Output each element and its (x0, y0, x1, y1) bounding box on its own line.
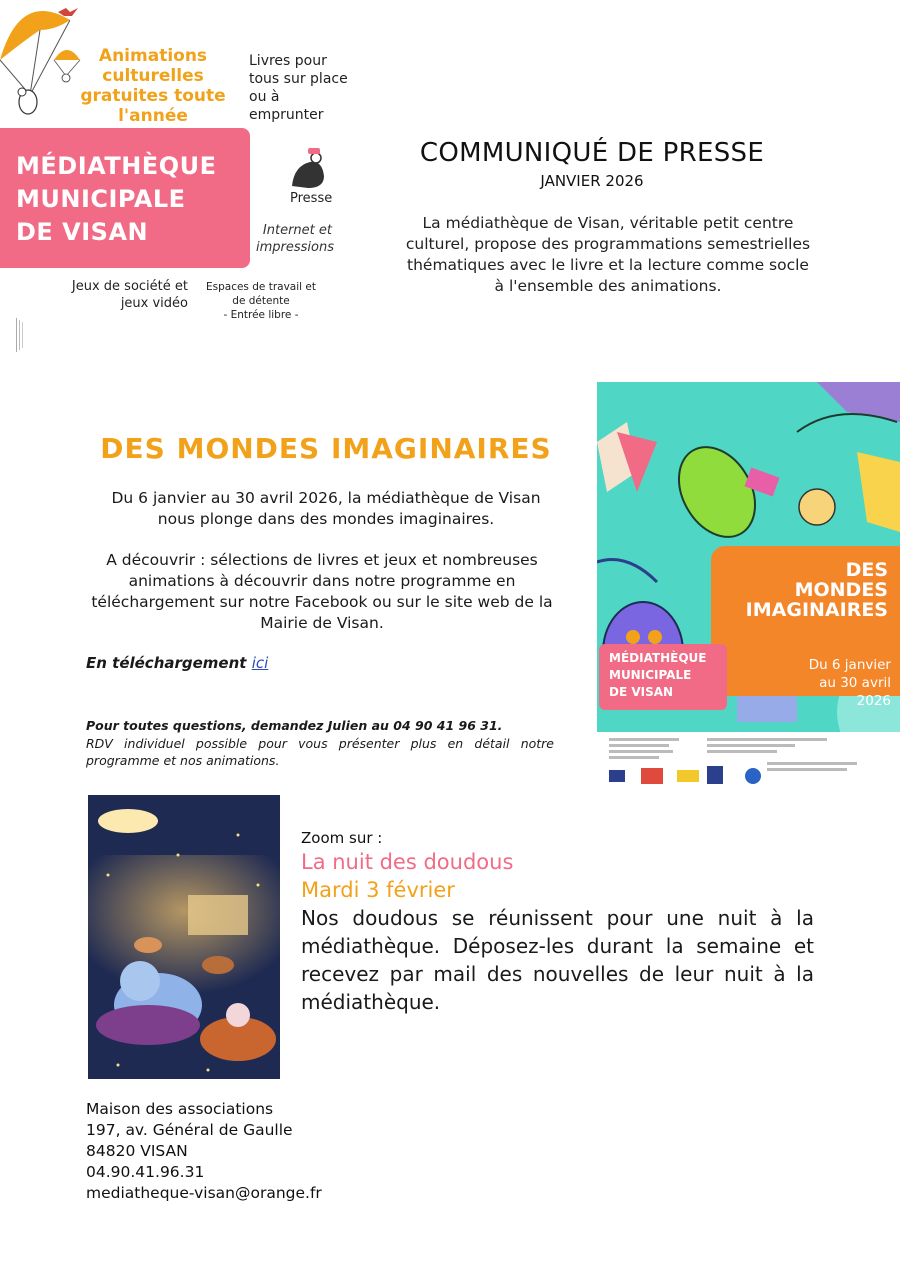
poster-date-line: au 30 avril (819, 675, 891, 691)
section-title: DES MONDES IMAGINAIRES (100, 432, 552, 465)
zoom-event-description: Nos doudous se réunissent pour une nuit à la médiathèque. Déposez-les durant la semaine et recevez par mail des nouvelles de leur nuit à la médiathèque. (301, 906, 814, 1014)
contact-block (86, 1099, 322, 1204)
poster-title-line: IMAGINAIRES (745, 599, 888, 621)
poster-date-line: 2026 (856, 693, 891, 709)
vertical-credit-mark (14, 318, 26, 352)
contact-email[interactable]: mediatheque-visan@orange.fr (86, 1184, 322, 1202)
program-poster (597, 382, 900, 797)
zoom-label: Zoom sur : (301, 829, 383, 847)
books-tagline: Livres pour tous sur place ou à emprunter (249, 53, 348, 123)
poster-name-line: MÉDIATHÈQUE (609, 651, 707, 665)
free-entry-text: - Entrée libre - (223, 309, 299, 321)
free-animations-tagline: Animations culturelles gratuites toute l'année (80, 46, 226, 126)
internet-label: Internet et impressions (256, 223, 334, 255)
poster-title-line: MONDES (794, 579, 888, 601)
poster-date-line: Du 6 janvier (808, 657, 891, 673)
contact-city: 84820 VISAN (86, 1142, 188, 1160)
press-release-intro: La médiathèque de Visan, véritable petit centre culturel, propose des programmations semestrielles thématiques avec le livre et la lecture comme socle à l'ensemble des animations. (405, 214, 811, 295)
poster-name-line: DE VISAN (609, 685, 674, 699)
poster-name-panel (599, 644, 727, 710)
press-release-date: JANVIER 2026 (540, 172, 644, 190)
mediatheque-name-line: MUNICIPALE (16, 185, 186, 213)
doudou-night-illustration (88, 795, 280, 1079)
workspaces-text: Espaces de travail et de détente (206, 281, 316, 307)
download-line (86, 654, 268, 672)
zoom-event-date: Mardi 3 février (301, 878, 455, 902)
press-label: Presse (290, 191, 333, 206)
download-link[interactable]: ici (251, 654, 269, 672)
poster-title-line: DES (845, 559, 888, 581)
contact-phone: 04.90.41.96.31 (86, 1163, 205, 1181)
contact-street: 197, av. Général de Gaulle (86, 1121, 293, 1139)
bird-illustration (58, 6, 78, 18)
workspaces-label (206, 280, 316, 322)
download-prefix: En téléchargement (86, 654, 252, 672)
press-icon (288, 146, 330, 190)
poster-title (723, 560, 900, 620)
poster-footer (597, 732, 900, 797)
mediatheque-name-box (0, 128, 250, 268)
zoom-event-title: La nuit des doudous (301, 850, 514, 874)
poster-date (783, 656, 891, 710)
questions-line: Pour toutes questions, demandez Julien au 04 90 41 96 31. (86, 718, 503, 733)
section-paragraph: Du 6 janvier au 30 avril 2026, la médiathèque de Visan nous plonge dans des mondes imaginaires. (111, 489, 541, 528)
games-label: Jeux de société et jeux vidéo (71, 279, 188, 311)
poster-footer-logos (597, 732, 900, 797)
press-release-title: COMMUNIQUÉ DE PRESSE (419, 138, 765, 168)
mediatheque-logo-block (0, 0, 348, 360)
mediatheque-name-line: DE VISAN (16, 218, 149, 246)
contact-name: Maison des associations (86, 1100, 274, 1118)
rdv-line: RDV individuel possible pour vous présenter plus en détail notre programme et nos animations. (86, 736, 554, 768)
mediatheque-name-line: MÉDIATHÈQUE (16, 152, 217, 180)
section-paragraph: A découvrir : sélections de livres et jeux et nombreuses animations à découvrir dans notre programme en téléchargement sur notre Facebook ou sur le site web de la Mairie de Visan. (91, 551, 553, 632)
poster-name-line: MUNICIPALE (609, 668, 692, 682)
